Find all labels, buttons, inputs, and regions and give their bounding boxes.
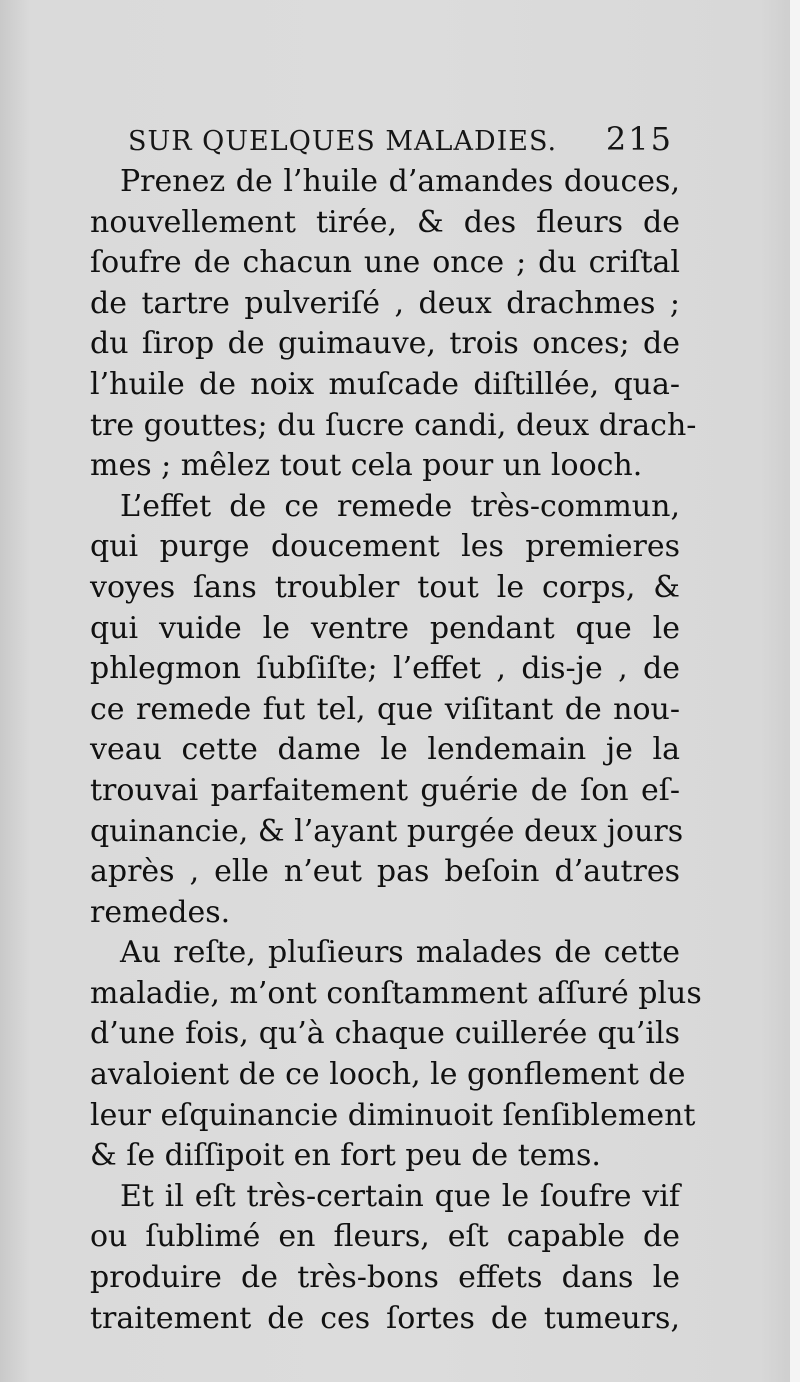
text-line: qui purge doucement les premieres [90,529,680,565]
text-line: du ſirop de guimauve, trois onces; de [90,326,680,362]
body-text [90,162,702,1339]
text-line: qui vuide le ventre pendant que le [90,610,680,646]
text-line: phlegmon ſubſiſte; l’effet , dis-je , de [90,651,680,687]
running-title: SUR QUELQUES MALADIES. [128,126,558,157]
text-line: leur eſquinancie diminuoit ſenſiblement [90,1097,696,1133]
text-line: Et il eſt très-certain que le ſoufre vif [120,1178,680,1214]
text-line: tre gouttes; du ſucre candi, deux drach- [90,407,697,443]
text-line: & ſe diſſipoit en fort peu de tems. [90,1138,601,1174]
text-line: ce remede fut tel, que viſitant de nou- [90,691,680,727]
paragraph-4 [90,1177,680,1339]
text-line: après , elle n’eut pas beſoin d’autres [90,854,680,890]
text-line: d’une fois, qu’à chaque cuillerée qu’ils [90,1016,680,1052]
page-number: 215 [605,120,673,158]
text-line: produire de très-bons effets dans le [90,1260,680,1296]
paragraph-1 [90,162,697,487]
text-line: avaloient de ce looch, le gonflement de [90,1057,686,1093]
text-line: maladie, m’ont conſtamment aſſuré plus [90,975,702,1011]
text-line: mes ; mêlez tout cela pour un looch. [90,448,643,484]
text-line: traitement de ces ſortes de tumeurs, [90,1300,680,1336]
running-header [128,120,673,158]
text-line: Prenez de l’huile d’amandes douces, [120,164,680,199]
text-line: veau cette dame le lendemain je la [90,732,680,768]
text-line: de tartre pulveriſé , deux drachmes ; [90,285,680,321]
text-line: quinancie, & l’ayant purgée deux jours [90,813,684,849]
text-line: Au reſte, pluſieurs malades de cette [120,935,680,971]
text-line: ou ſublimé en fleurs, eſt capable de [90,1219,680,1255]
text-line: nouvellement tirée, & des fleurs de [90,204,680,240]
text-line: trouvai parfaitement guérie de ſon eſ- [90,772,680,808]
page-edge [790,0,800,1382]
text-line: ſoufre de chacun une once ; du criſtal [90,245,680,281]
text-line: L’effet de ce remede très-commun, [120,488,680,524]
text-line: voyes ſans troubler tout le corps, & [90,569,680,605]
text-line: l’huile de noix muſcade diſtillée, qua- [90,366,680,402]
text-line: remedes. [90,894,231,930]
paragraph-2 [90,487,684,934]
paragraph-3 [90,933,702,1177]
